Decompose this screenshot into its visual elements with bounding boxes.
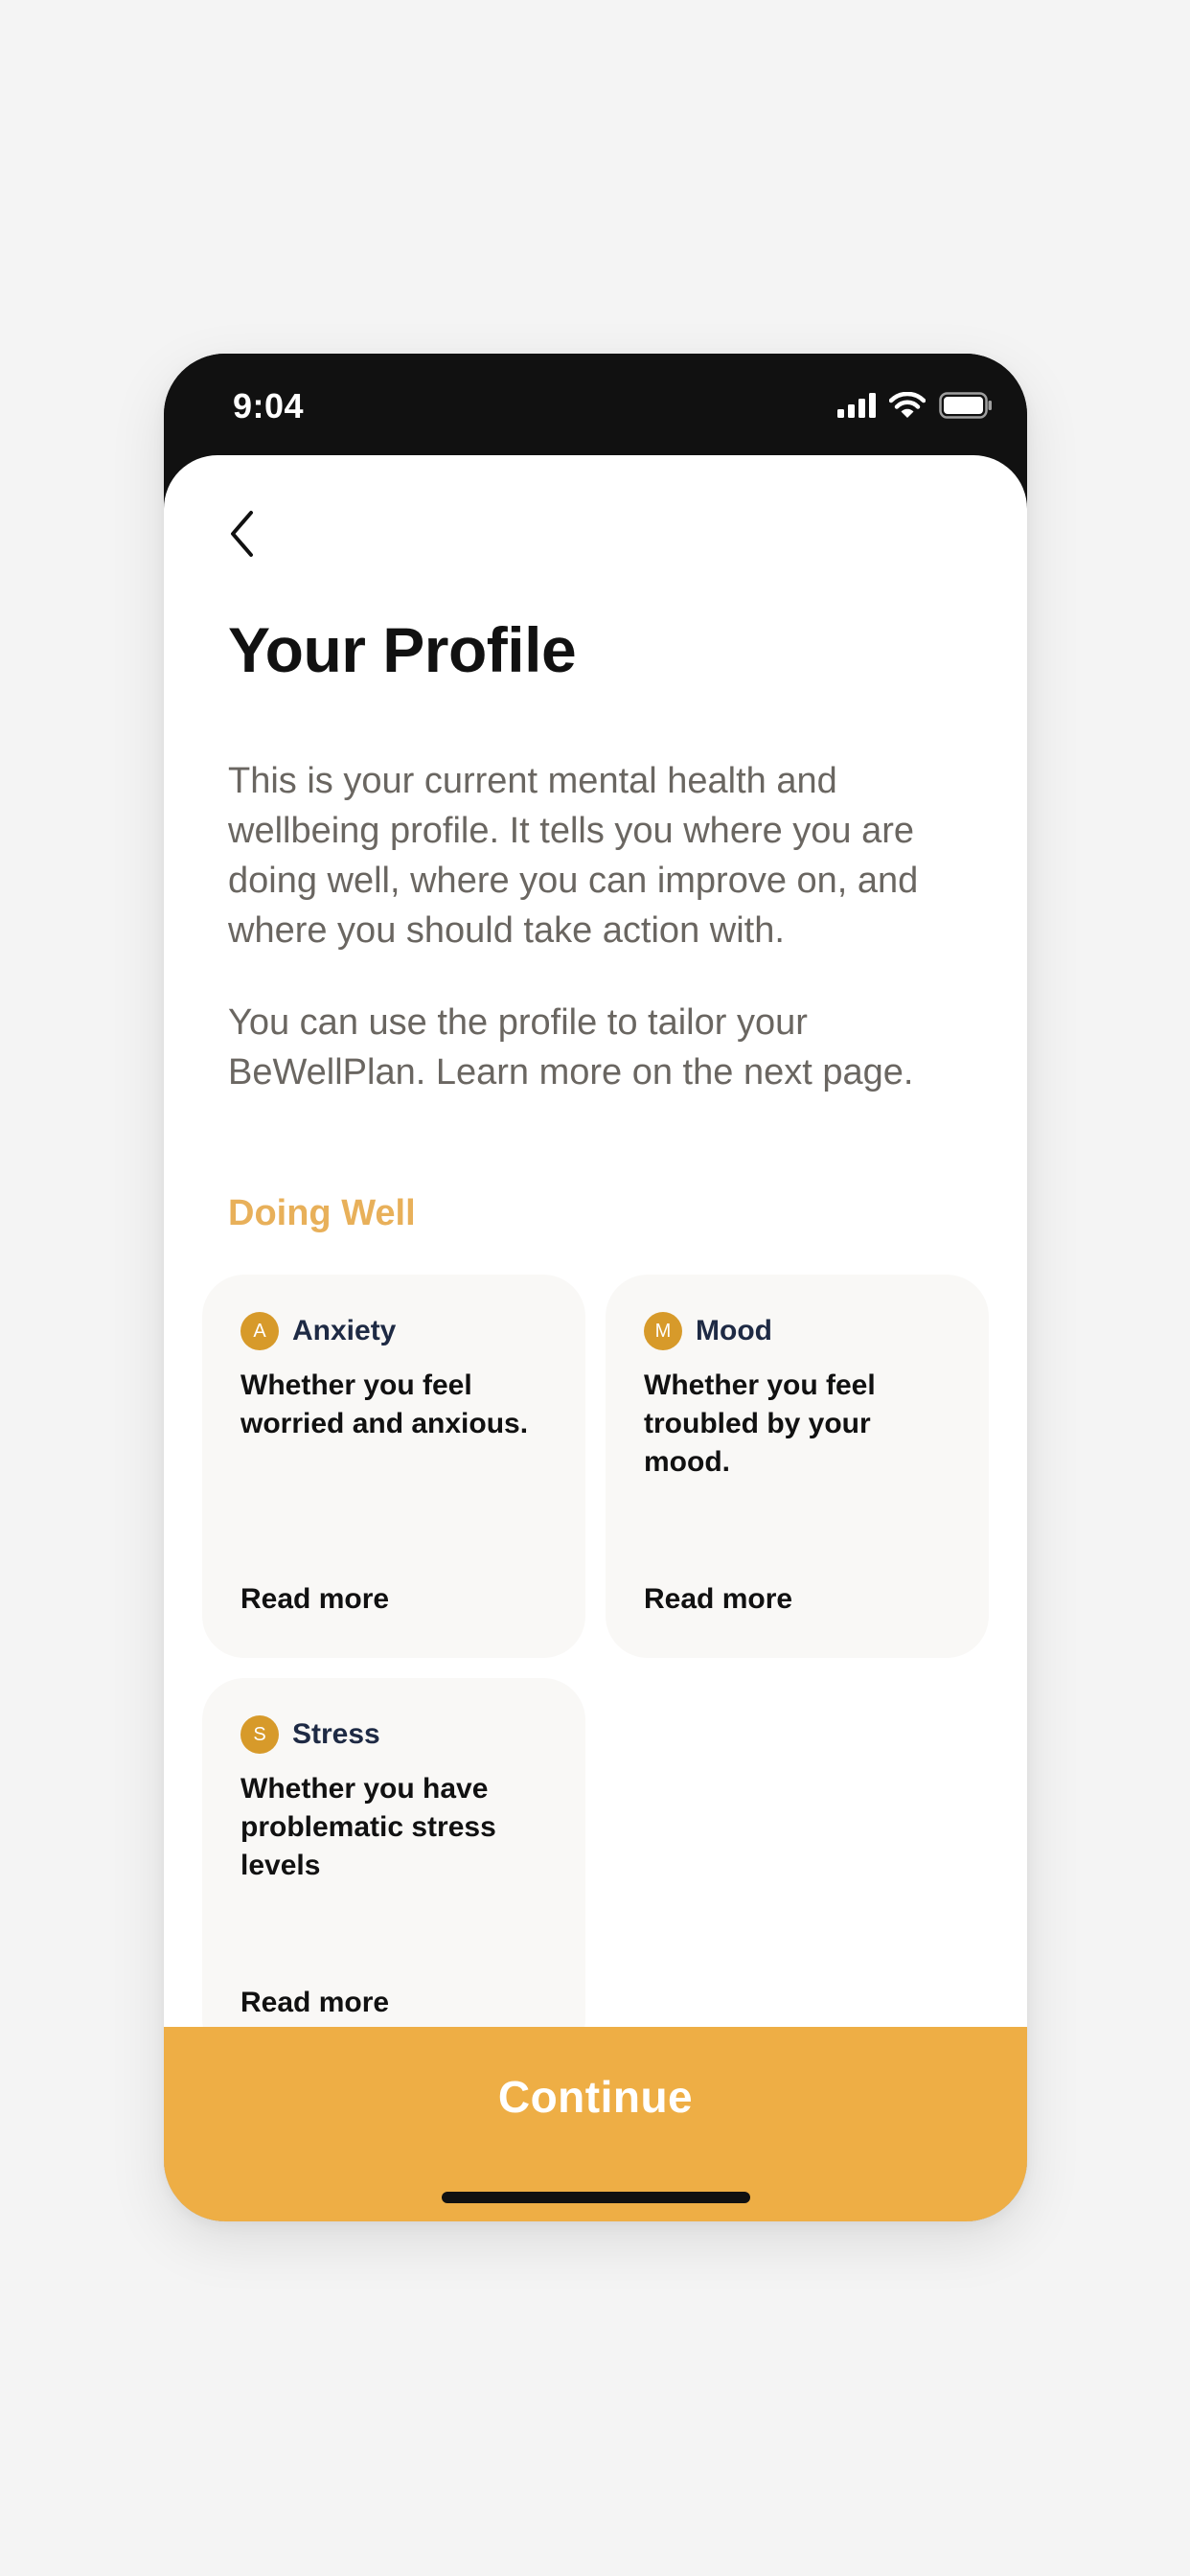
card-title: Stress: [292, 1718, 380, 1750]
cellular-signal-icon: [837, 393, 876, 418]
status-time: 9:04: [233, 386, 305, 426]
card-title: Anxiety: [292, 1315, 397, 1346]
read-more-link[interactable]: Read more: [240, 1987, 390, 2018]
card-description: Whether you feel troubled by your mood.: [644, 1369, 876, 1478]
card-header: [240, 1311, 547, 1351]
card-description: Whether you feel worried and anxious.: [240, 1369, 529, 1439]
section-title-doing-well: Doing Well: [228, 1193, 416, 1233]
card-mood[interactable]: [606, 1275, 989, 1658]
anxiety-badge-icon: A: [240, 1312, 279, 1350]
status-bar: [164, 354, 1027, 455]
intro-paragraph-2: You can use the profile to tailor your BeWellPlan. Learn more on the next page.: [228, 1002, 914, 1092]
wifi-icon: [889, 392, 926, 419]
page-title: Your Profile: [228, 614, 577, 685]
mood-badge-icon: M: [644, 1312, 682, 1350]
chevron-left-icon: [228, 509, 257, 559]
card-title: Mood: [696, 1315, 772, 1346]
phone-frame: [164, 354, 1027, 2221]
back-button[interactable]: [219, 503, 265, 564]
card-anxiety[interactable]: [202, 1275, 585, 1658]
home-indicator[interactable]: [442, 2192, 750, 2203]
card-description: Whether you have problematic stress levels: [240, 1773, 496, 1881]
read-more-link[interactable]: Read more: [240, 1583, 390, 1615]
battery-icon: [939, 392, 993, 419]
stress-badge-icon: S: [240, 1715, 279, 1754]
card-header: [644, 1311, 950, 1351]
profile-screen: [164, 455, 1027, 2221]
card-stress[interactable]: [202, 1678, 585, 2061]
read-more-link[interactable]: Read more: [644, 1583, 793, 1615]
card-header: [240, 1714, 547, 1755]
continue-label: Continue: [497, 2072, 694, 2122]
intro-paragraph-1: This is your current mental health and wellbeing profile. It tells you where you are doing well, where you can improve on, and where you should take action with.: [228, 761, 919, 951]
status-icons: [837, 392, 993, 419]
